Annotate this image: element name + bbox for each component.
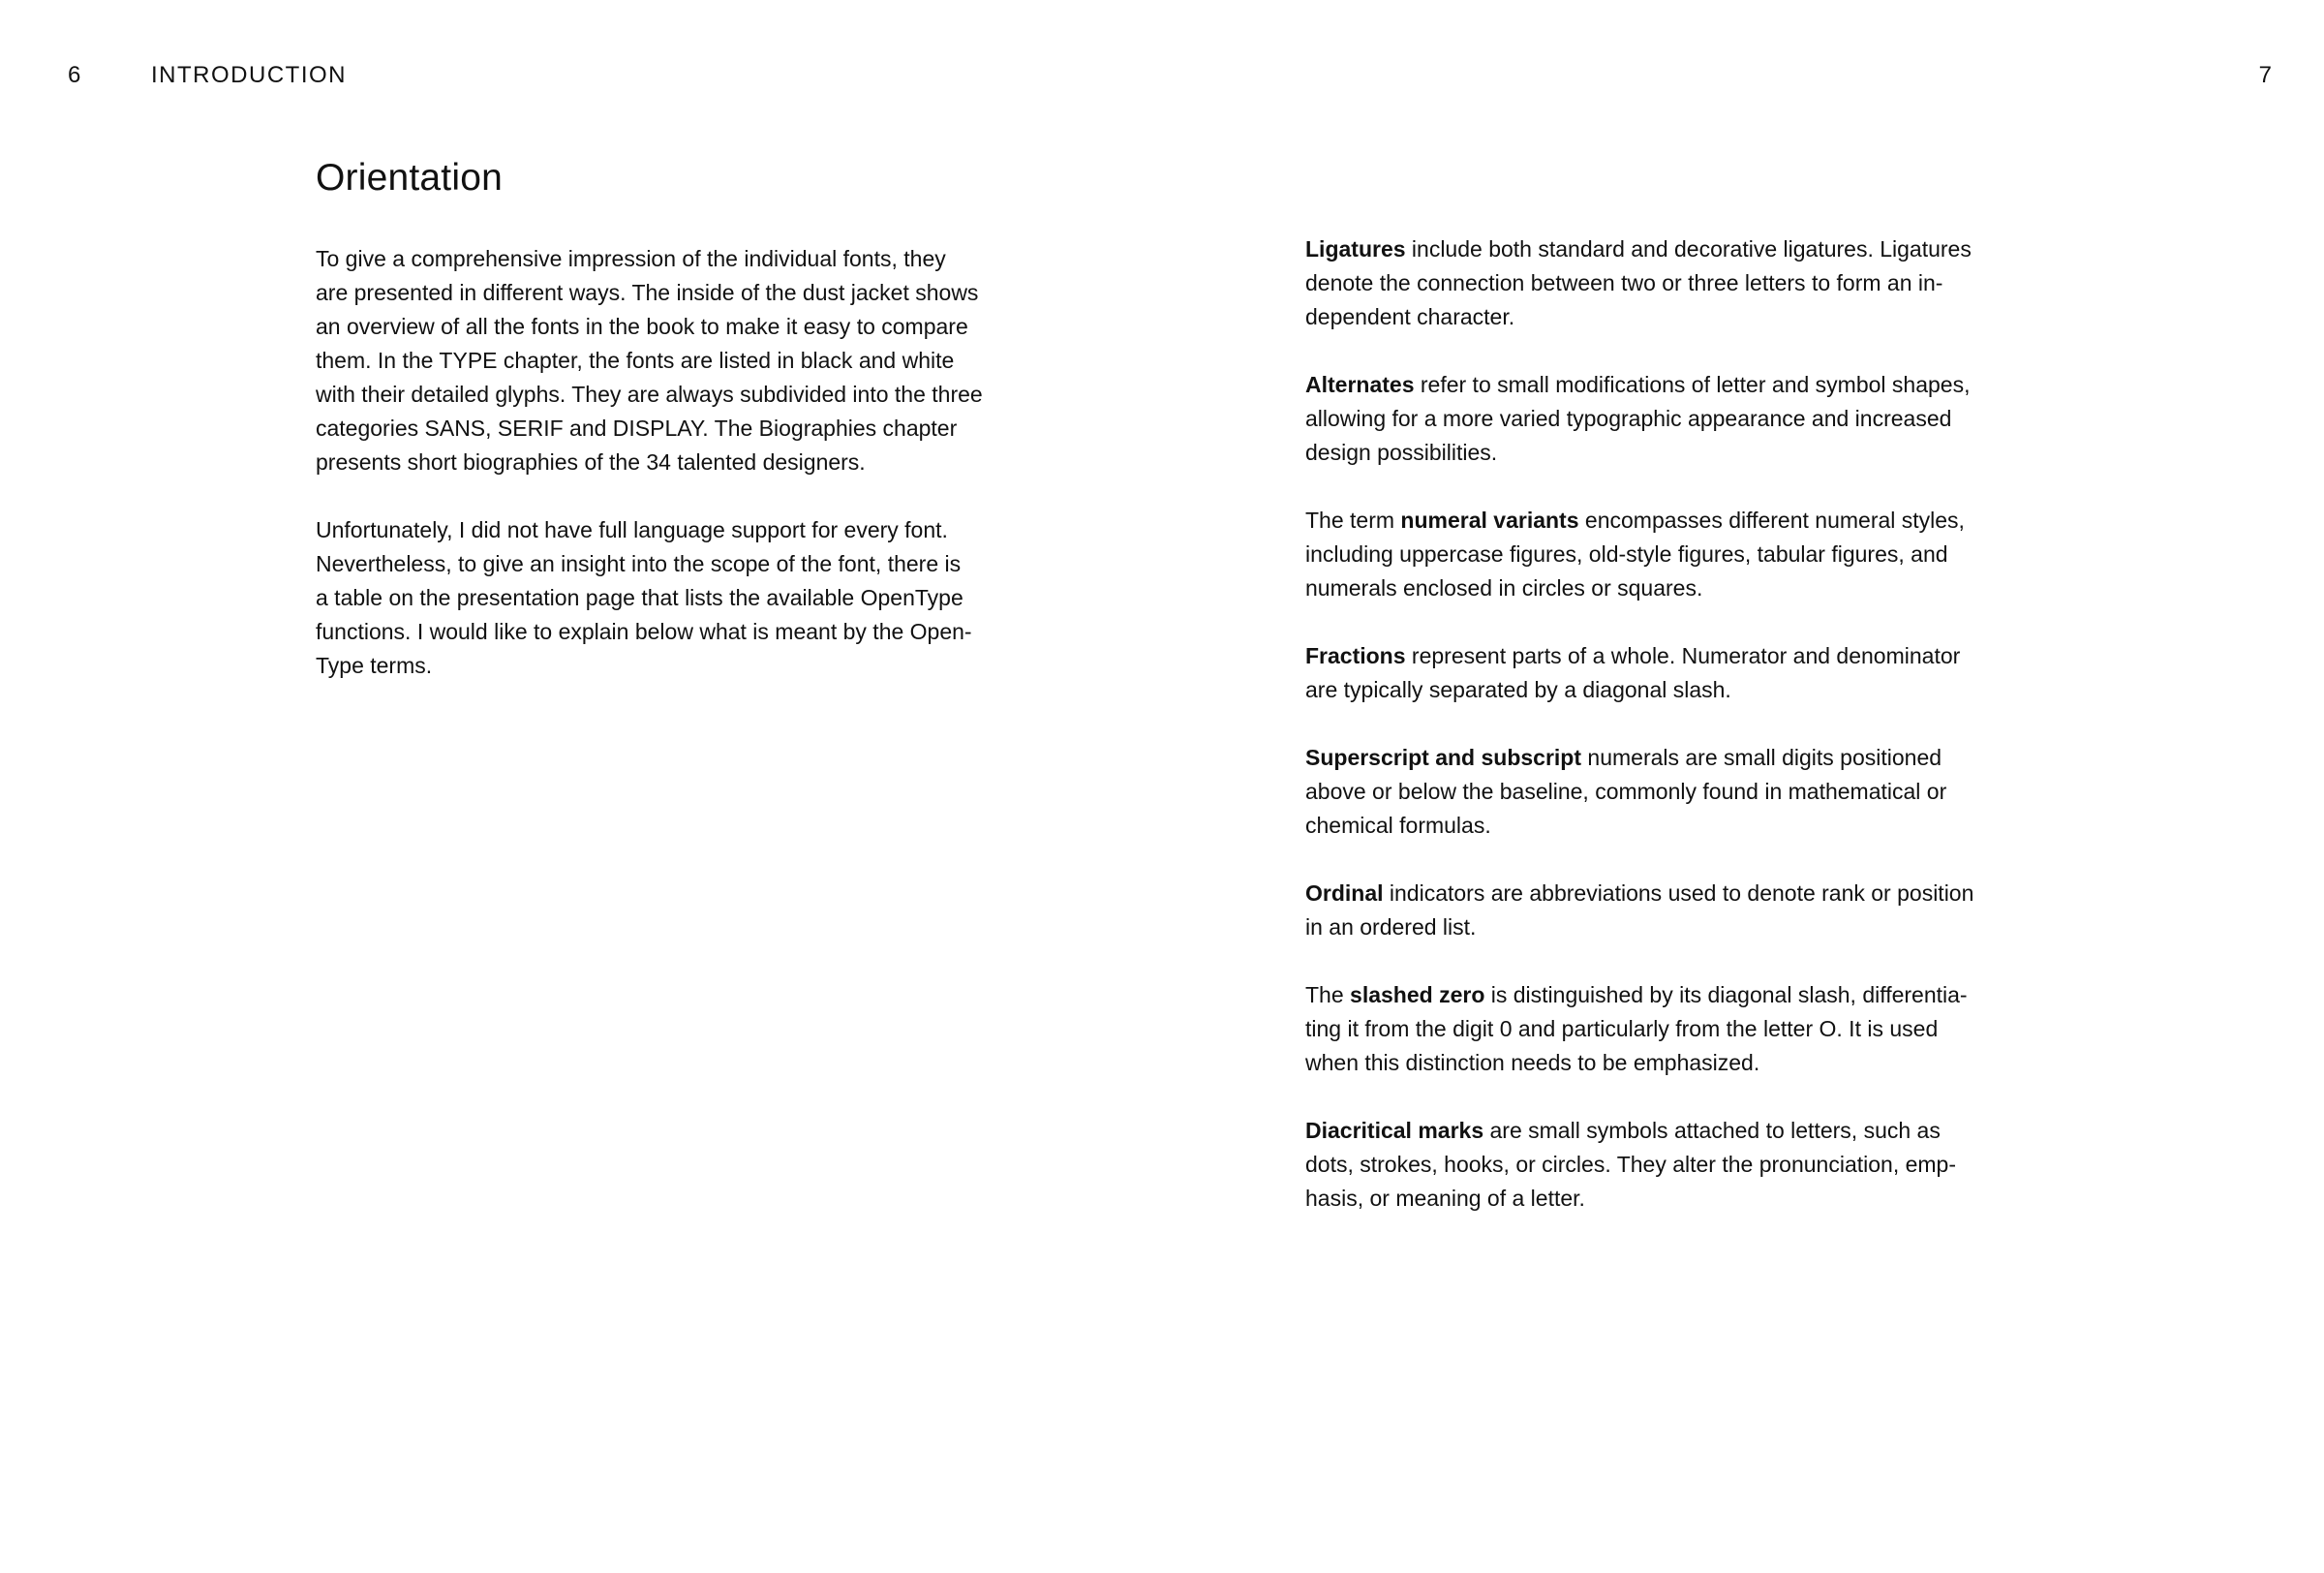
text-line: Type terms. [316,653,433,678]
text-line: functions. I would like to explain below what is meant by the Open- [316,619,972,644]
text-line: with their detailed glyphs. They are always subdivided into the three [316,382,983,407]
term-label: Superscript and subscript [1305,745,1582,770]
term-label: slashed zero [1350,982,1485,1007]
text-line: including uppercase figures, old-style figures, tabular figures, and [1305,541,1948,567]
text-line: ting it from the digit 0 and particularly from the letter O. It is used [1305,1016,1939,1041]
text-line: a table on the presentation page that lists the available OpenType [316,585,963,610]
text-line: hasis, or meaning of a letter. [1305,1186,1585,1211]
entry-ligatures [1305,232,2080,334]
text-line: denote the connection between two or three letters to form an in- [1305,270,1943,295]
entry-ordinal [1305,877,2080,944]
text-line [1305,877,2080,910]
right-page-number: 7 [2258,62,2272,88]
intro-paragraph-2 [316,513,1061,683]
text-line: Unfortunately, I did not have full language support for every font. [316,517,948,542]
text-line: allowing for a more varied typographic appearance and increased [1305,406,1952,431]
term-prefix: The [1305,982,1351,1007]
text-line [1305,504,2080,538]
text-line: numerals enclosed in circles or squares. [1305,575,1703,601]
text-line: are presented in different ways. The inside of the dust jacket shows [316,280,979,305]
left-page-body [316,151,1061,717]
term-description: is distinguished by its diagonal slash, differentia- [1484,982,1968,1007]
text-line: dots, strokes, hooks, or circles. They alter the pronunciation, emp- [1305,1152,1956,1177]
text-line: in an ordered list. [1305,914,1477,940]
entry-diacritical-marks [1305,1114,2080,1216]
term-description: indicators are abbreviations used to denote rank or position [1383,880,1974,906]
term-label: Fractions [1305,643,1406,668]
text-line: when this distinction needs to be emphasized. [1305,1050,1760,1075]
term-description: represent parts of a whole. Numerator and denominator [1405,643,1961,668]
text-line [1305,639,2080,673]
text-line: dependent character. [1305,304,1515,329]
term-description: are small symbols attached to letters, such as [1483,1118,1941,1143]
intro-paragraph-1 [316,242,1061,479]
text-line: presents short biographies of the 34 talented designers. [316,449,866,475]
text-line: categories SANS, SERIF and DISPLAY. The Biographies chapter [316,416,958,441]
term-description: include both standard and decorative ligatures. Ligatures [1405,236,1972,262]
text-line: design possibilities. [1305,440,1498,465]
text-line [1305,1114,2080,1148]
text-line [1305,368,2080,402]
entry-fractions [1305,639,2080,707]
entry-alternates [1305,368,2080,470]
text-line [1305,232,2080,266]
entry-superscript-subscript [1305,741,2080,843]
left-page-number: 6 [68,62,82,88]
term-label: numeral variants [1400,508,1579,533]
text-line [1305,978,2080,1012]
text-line: chemical formulas. [1305,813,1491,838]
text-line: Nevertheless, to give an insight into the scope of the font, there is [316,551,962,576]
term-description: numerals are small digits positioned [1581,745,1942,770]
running-header-left [68,60,347,91]
term-description: encompasses different numeral styles, [1578,508,1965,533]
text-line: To give a comprehensive impression of the individual fonts, they [316,246,946,271]
text-line: above or below the baseline, commonly found in mathematical or [1305,779,1947,804]
text-line [1305,741,2080,775]
entry-numeral-variants [1305,504,2080,605]
term-label: Alternates [1305,372,1415,397]
term-description: refer to small modifications of letter and symbol shapes, [1414,372,1971,397]
term-prefix: The term [1305,508,1401,533]
term-label: Ligatures [1305,236,1406,262]
term-label: Ordinal [1305,880,1384,906]
text-line: an overview of all the fonts in the book to make it easy to compare [316,314,968,339]
term-label: Diacritical marks [1305,1118,1484,1143]
text-line: them. In the TYPE chapter, the fonts are listed in black and white [316,348,955,373]
section-title: INTRODUCTION [151,62,347,88]
page-title: Orientation [316,157,503,199]
text-line: are typically separated by a diagonal slash. [1305,677,1731,702]
entry-slashed-zero [1305,978,2080,1080]
right-page-body [1305,232,2080,1249]
